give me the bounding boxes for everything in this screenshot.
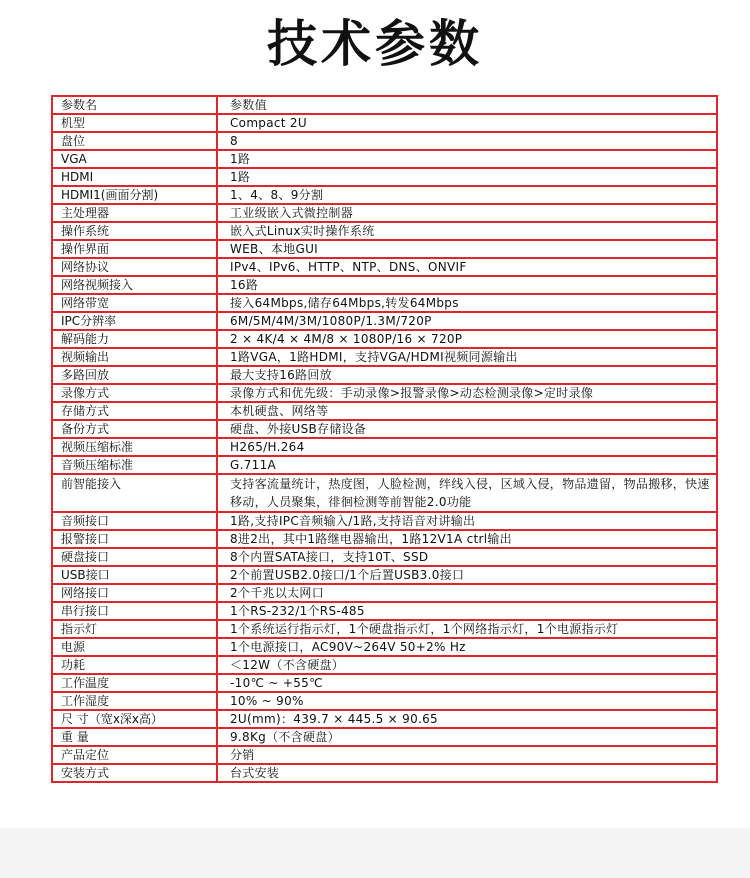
param-name: 操作界面 xyxy=(52,240,217,258)
param-value: ＜12W（不含硬盘） xyxy=(217,656,717,674)
param-name: 尺 寸（宽x深x高） xyxy=(52,710,217,728)
param-name: 报警接口 xyxy=(52,530,217,548)
param-name: 操作系统 xyxy=(52,222,217,240)
param-name: 前智能接入 xyxy=(52,474,217,512)
param-value: 分销 xyxy=(217,746,717,764)
param-name: 多路回放 xyxy=(52,366,217,384)
param-value: 1个RS-232/1个RS-485 xyxy=(217,602,717,620)
param-name: 音频压缩标准 xyxy=(52,456,217,474)
param-value: 2U(mm)：439.7 × 445.5 × 90.65 xyxy=(217,710,717,728)
param-name: 解码能力 xyxy=(52,330,217,348)
table-row xyxy=(52,728,717,746)
table-row xyxy=(52,674,717,692)
param-name: 功耗 xyxy=(52,656,217,674)
table-row xyxy=(52,132,717,150)
param-name: HDMI xyxy=(52,168,217,186)
param-name: HDMI1(画面分割) xyxy=(52,186,217,204)
table-row xyxy=(52,222,717,240)
table-row xyxy=(52,330,717,348)
page-title: 技术参数 xyxy=(267,15,483,73)
table-row xyxy=(52,348,717,366)
table-row xyxy=(52,566,717,584)
param-value: 2个千兆以太网口 xyxy=(217,584,717,602)
table-row xyxy=(52,620,717,638)
param-value: 最大支持16路回放 xyxy=(217,366,717,384)
param-value: 1、4、8、9分割 xyxy=(217,186,717,204)
param-value: Compact 2U xyxy=(217,114,717,132)
param-value: 16路 xyxy=(217,276,717,294)
table-row xyxy=(52,114,717,132)
param-value: H265/H.264 xyxy=(217,438,717,456)
table-row xyxy=(52,438,717,456)
param-name: 网络接口 xyxy=(52,584,217,602)
param-value: 接入64Mbps,储存64Mbps,转发64Mbps xyxy=(217,294,717,312)
param-value: 1路 xyxy=(217,150,717,168)
table-row xyxy=(52,294,717,312)
table-row xyxy=(52,548,717,566)
spec-table xyxy=(51,95,718,783)
table-row xyxy=(52,384,717,402)
page-bottom-band xyxy=(0,828,750,878)
table-row xyxy=(52,602,717,620)
param-name: 盘位 xyxy=(52,132,217,150)
table-row xyxy=(52,710,717,728)
table-row xyxy=(52,638,717,656)
param-name: 音频接口 xyxy=(52,512,217,530)
param-value: IPv4、IPv6、HTTP、NTP、DNS、ONVIF xyxy=(217,258,717,276)
table-row xyxy=(52,258,717,276)
param-value: 10% ~ 90% xyxy=(217,692,717,710)
param-value: 本机硬盘、网络等 xyxy=(217,402,717,420)
table-row xyxy=(52,420,717,438)
table-row xyxy=(52,186,717,204)
param-value: 录像方式和优先级：手动录像>报警录像>动态检测录像>定时录像 xyxy=(217,384,717,402)
table-row xyxy=(52,656,717,674)
param-value: 1路 xyxy=(217,168,717,186)
table-row xyxy=(52,168,717,186)
param-name: 工作温度 xyxy=(52,674,217,692)
table-row xyxy=(52,402,717,420)
param-value: 支持客流量统计，热度图，人脸检测，绊线入侵，区域入侵，物品遗留，物品搬移，快速移动，人员聚集，徘徊检测等前智能2.0功能 xyxy=(217,474,717,512)
spec-table-body xyxy=(52,96,717,782)
table-row xyxy=(52,204,717,222)
param-value: 嵌入式Linux实时操作系统 xyxy=(217,222,717,240)
header-param-name: 参数名 xyxy=(52,96,217,114)
param-name: 网络协议 xyxy=(52,258,217,276)
table-row xyxy=(52,366,717,384)
param-name: USB接口 xyxy=(52,566,217,584)
table-row xyxy=(52,474,717,512)
param-value: 8 xyxy=(217,132,717,150)
param-value: 8个内置SATA接口，支持10T、SSD xyxy=(217,548,717,566)
param-name: 重 量 xyxy=(52,728,217,746)
param-name: VGA xyxy=(52,150,217,168)
table-row xyxy=(52,512,717,530)
param-value: 工业级嵌入式微控制器 xyxy=(217,204,717,222)
param-name: 安装方式 xyxy=(52,764,217,782)
param-value: 台式安装 xyxy=(217,764,717,782)
table-row xyxy=(52,692,717,710)
param-name: 硬盘接口 xyxy=(52,548,217,566)
param-name: IPC分辨率 xyxy=(52,312,217,330)
param-name: 网络带宽 xyxy=(52,294,217,312)
param-value: 1个电源接口，AC90V~264V 50+2% Hz xyxy=(217,638,717,656)
param-name: 产品定位 xyxy=(52,746,217,764)
param-name: 工作湿度 xyxy=(52,692,217,710)
param-name: 录像方式 xyxy=(52,384,217,402)
param-value: G.711A xyxy=(217,456,717,474)
table-row xyxy=(52,530,717,548)
param-value: 9.8Kg（不含硬盘） xyxy=(217,728,717,746)
table-row xyxy=(52,764,717,782)
table-row xyxy=(52,150,717,168)
param-name: 存储方式 xyxy=(52,402,217,420)
header-param-value: 参数值 xyxy=(217,96,717,114)
param-value: 2个前置USB2.0接口/1个后置USB3.0接口 xyxy=(217,566,717,584)
table-header-row xyxy=(52,96,717,114)
param-name: 视频输出 xyxy=(52,348,217,366)
param-value: -10℃ ~ +55℃ xyxy=(217,674,717,692)
table-row xyxy=(52,746,717,764)
table-row xyxy=(52,584,717,602)
param-name: 电源 xyxy=(52,638,217,656)
table-row xyxy=(52,456,717,474)
param-name: 指示灯 xyxy=(52,620,217,638)
param-value: 2 × 4K/4 × 4M/8 × 1080P/16 × 720P xyxy=(217,330,717,348)
param-name: 主处理器 xyxy=(52,204,217,222)
param-value: WEB、本地GUI xyxy=(217,240,717,258)
param-name: 串行接口 xyxy=(52,602,217,620)
table-row xyxy=(52,240,717,258)
param-value: 1路,支持IPC音频输入/1路,支持语音对讲输出 xyxy=(217,512,717,530)
param-value: 硬盘、外接USB存储设备 xyxy=(217,420,717,438)
param-name: 备份方式 xyxy=(52,420,217,438)
param-name: 机型 xyxy=(52,114,217,132)
param-name: 视频压缩标准 xyxy=(52,438,217,456)
param-value: 1个系统运行指示灯，1个硬盘指示灯，1个网络指示灯，1个电源指示灯 xyxy=(217,620,717,638)
param-value: 1路VGA，1路HDMI，支持VGA/HDMI视频同源输出 xyxy=(217,348,717,366)
table-row xyxy=(52,312,717,330)
param-value: 8进2出，其中1路继电器输出，1路12V1A ctrl输出 xyxy=(217,530,717,548)
param-value: 6M/5M/4M/3M/1080P/1.3M/720P xyxy=(217,312,717,330)
param-name: 网络视频接入 xyxy=(52,276,217,294)
table-row xyxy=(52,276,717,294)
